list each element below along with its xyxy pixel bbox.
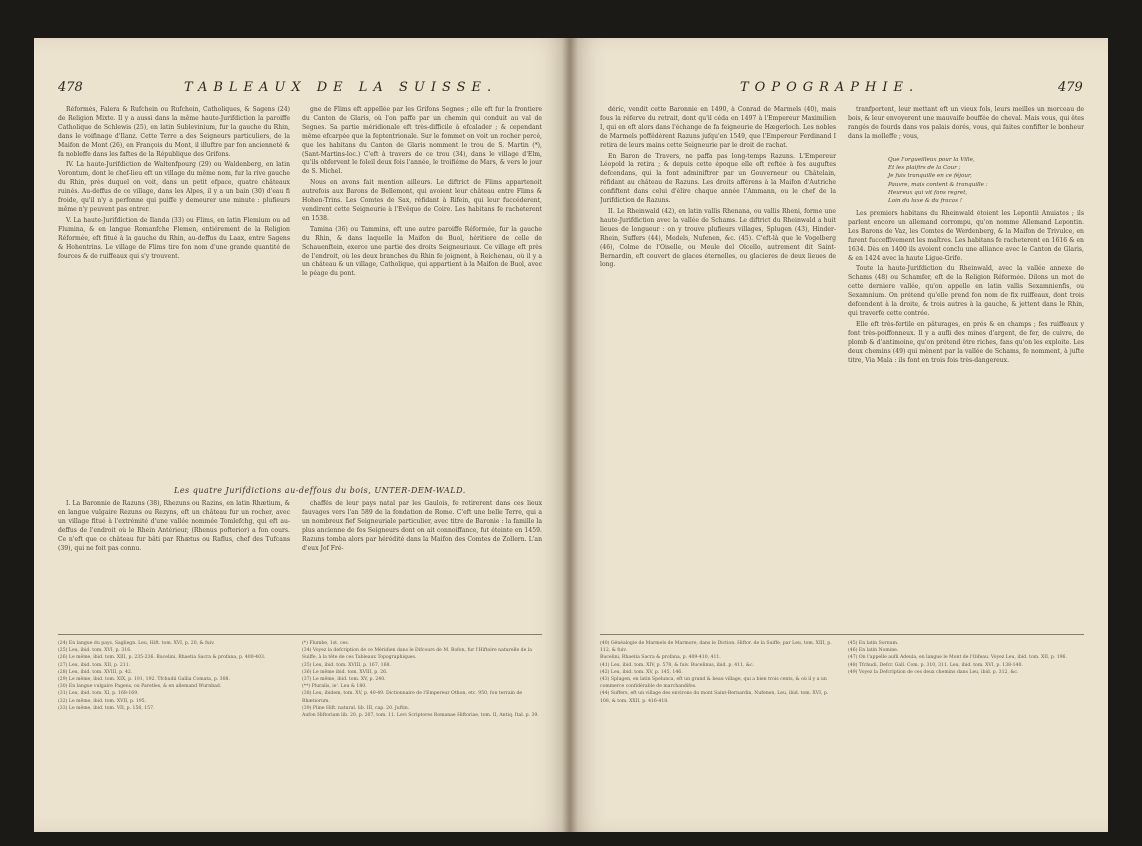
footnote: (28) Leu, ibid. tom. XVIII, p. 42.: [58, 669, 133, 675]
paragraph: gne de Flims eft appellée par les Grifons Segnes ; elle eft fur la frontiere du Canton de Glaris, où l'on paffe par un chemin qui conduit au val de Segnes. Sa partie méridionale eft très-difficile à efcalader ; & cependant même efcarpée que la feptentrionale. Sur le fommet on voit un rocher percé, que les habitans du Canton de Glaris nomment le trou de S. Martin (*), (Sant-Martins-loc.) C'eft à travers de ce trou (34), dans le village d'Elm, qu'ils obfervent le foleil deux fois l'année, le troifiéme de Mars, & vers le jour de S. Michel.: [302, 106, 542, 176]
left-column-3: [58, 500, 290, 624]
footnote: (43) Splugen, en latin Spelunca, eft un grand & beau village, qui a bien trois cents, & où il y a un commerce confidérable de marchandifes.: [600, 677, 827, 690]
left-folio: 478: [58, 80, 83, 95]
right-column-2-top: [848, 106, 1084, 150]
verse-line: Que l'orgueilleux pour la Ville,: [888, 157, 975, 163]
footnote: (45) En latin Sornum.: [848, 641, 899, 646]
right-column-2: [848, 210, 1084, 626]
paragraph: Nous en avons fait mention ailleurs. Le diftrict de Flims appartenoit autrefois aux Barons de Bellemont, qui avoient leur château entre Flims & Hohen-Trins. Les Comtes de Sax, réfidant à Rifein, qui leur fuccéderent, vendirent cette Seigneurie à l'Evêque de Coire. Les habitans fe racheterent en 1538.: [302, 179, 542, 222]
left-page: [34, 38, 570, 832]
left-running-title: TABLEAUX DE LA SUISSE.: [184, 80, 498, 95]
paragraph: IV. La haute-Jurifdiction de Waltenfpourg (29) ou Waldenberg, en latin Vorontum, dont le chef-lieu eft un village du même nom, fur la rive gauche du Rhin, près duquel on voit, dans un petit efpace, quatre châteaux ruinés. Au-deffus de ce village, dans les Alpes, il y a un bain (30) d'eau fi froide, qu'il n'y a perfonne qui puiffe y demeurer une minute : plufieurs même n'y peuvent pas entrer.: [58, 161, 290, 213]
footnote-rule: [58, 634, 542, 635]
verse-line: Pauvre, mais content & tranquille :: [888, 181, 988, 188]
right-footnotes-2: [848, 640, 1084, 820]
right-running-title: TOPOGRAPHIE.: [740, 80, 920, 95]
footnote: (44) Suffers, eft un village des environs du mont Saint-Bernardin, Nufenen, Leu, ibid. tom. XVI, p. 108, & tom. XXII, p. 416-418.: [600, 691, 829, 704]
footnote: (34) Voyez la defcription de ce Méridien dans le Difcours de M. Bofon, fur l'Hiftoire naturelle de la Suiffe, à la tête de ces Tableaux Topographiques.: [302, 648, 532, 661]
footnote: (35) Leu, ibid. tom. XVIII, p. 167, 168.: [302, 662, 391, 668]
footnote: (*) Flumbe, 1st. ces.: [302, 641, 350, 646]
verse-line: Je fuis tranquille en ce féjour,: [888, 173, 972, 180]
footnote: (32) Le même, ibid. tom. XVII, p. 195.: [58, 698, 147, 704]
right-folio: 479: [1058, 80, 1083, 95]
paragraph: déric, vendit cette Baronnie en 1490, à Conrad de Marmels (40), mais fous la réferve du retrait, dont qu'il céda en 1497 à l'Empereur Maximilien I, qui en eft alors dans l'échange de fa feigneurie de Hægerloch. Les nobles de Marmels poffédèrent Razuns jufqu'en 1549, que l'Empereur Ferdinand I retira de leurs mains cette Seigneurie par le droit de rachat.: [600, 106, 836, 149]
footnote: (46) En latin Nomine.: [848, 648, 899, 654]
verse-line: Et les plaifirs de la Cour ;: [888, 165, 961, 172]
verse-line: Heureux qui vit fans regret,: [888, 189, 968, 196]
paragraph: II. Le Rheinwald (42), en latin vallis Rhenana, ou vallis Rheni, forme une haute-Jurifdiction avec la vallée de Schams. Le diftrict du Rheinwald a huit lieues de longueur : on y trouve plufieurs villages, Splugen (43), Hinder-Rhein, Suffers (44), Medels, Nufenen, &c. (45). C'eft-là que le Vogelberg (46), Colme de l'Oiselle, ou Meule del Oïcello, autrement dit Saint-Bernardin, eft couvert de glaces éternelles, ou glacieres de deux lieues de long.: [600, 207, 836, 269]
footnote: (27) Leu, ibid. tom. XII, p. 211.: [58, 662, 131, 668]
left-column-1: [58, 106, 290, 534]
footnote: (48) Tfchudi, Defcr. Gall. Com. p. 310, 311. Leu, ibid. tom. XVI, p. 138-140.: [848, 662, 1023, 668]
paragraph: Les premiers habitans du Rheinwald étoient les Lepontii Anuiates ; ils parlent encore un allemand corrompu, qu'on nomme Allemand Lepontin. Les Barons de Vaz, les Comtes de Werdenberg, & la Maifon de Trivulce, en furent fucceffivement les maîtres. Les habitans fe racheterent en 1616 & en 1634. Dès en 1400 ils avoient conclu une alliance avec le Canton de Glaris, & en 1424 avec la haute Ligue-Grife.: [848, 210, 1084, 262]
footnote: Bucelini, Rhaetia Sacra & profana, p. 409-410, 411.: [600, 655, 721, 661]
footnote: (24) En langue du pays, Sagliegn. Leu, Hift. tom. XVI, p. 20, & fuiv.: [58, 641, 215, 646]
left-footnotes-1: [58, 640, 290, 820]
footnote: (41) Leu, ibid. tom. XIV, p. 578, & fuiv. Bucelinus, ibid. p. 411, &c.: [600, 662, 755, 668]
footnote-rule: [600, 634, 1084, 635]
paragraph: Tamina (36) ou Tammins, eft une autre paroiffe Réformée, fur la gauche du Rhin, & dans laquelle la Maifon de Buol, héritiere de celle de Schauenftein, exerce une partie des droits Seigneuriaux. Ce village eft près de l'endroit, où les deux branches du Rhin fe joignent, à Reichenau, où il y a un château & un village, Catholique, qui appartient à la Maifon de Buol, avec le péage du pont.: [302, 225, 542, 278]
footnote: (31) Leu, ibid. tom. XI, p. 168-169.: [58, 691, 139, 697]
left-footnotes-2: [302, 640, 542, 820]
footnote: (25) Leu, ibid. tom. XVI, p. 316.: [58, 648, 132, 654]
section-heading: Les quatre Jurifdictions au-deffous du bois, UNTER-DEM-WALD.: [174, 486, 466, 495]
right-footnotes-1: [600, 640, 836, 820]
footnote: (49) Voyez la Defcription de ces deux chemins dans Leu, ibid. p. 312, &c.: [848, 669, 1019, 675]
verse-line: Loin du luxe & du fracas !: [888, 198, 963, 205]
right-page: [570, 38, 1108, 832]
paragraph: tranfportent, leur mettant eft un vieux fols, leurs meilles un morceau de bois, & leur envoyerent une mauvaife bouffée de cheval. Mais vous, qui êtes rangés de fourds dans vos palais dorés, vous, qui faites confifter le bonheur dans la molleffe ; vous,: [848, 106, 1084, 140]
paragraph: En Baron de Travers, ne paffa pas long-temps Razuns. L'Empereur Léopold la retira ; & depuis cette époque elle eft reftée à fes auguftes defcendans, qui la font adminiftrer par un Gouverneur ou Châtelain, réfidant au château de Razuns. Les droits afférens à la Maifon d'Autriche confiftent dans celui d'élire chaque année l'Ammann, ou le chef de la Jurifdiction de Razuns.: [600, 152, 836, 205]
footnote: (38) Leu, ibidem, tom. XV, p. 40-49. Dictionnaire de l'Empereur Othon, etc. 950, fon terrain de Rhætiorum.: [302, 691, 523, 704]
paragraph: chaffés de leur pays natal par les Gaulois, fe retirerent dans ces lieux fauvages vers l'an 589 de la fondation de Rome. C'eft une belle Terre, qui a un nombreux fief Seigneuriale particulier, avec titre de Baronie : la famille la plus ancienne de fes Seigneurs dont on ait connoiffance, fut éteinte en 1459. Razuns tomba alors par hérédité dans la Maifon des Comtes de Zollern. L'an d'eux Jof Fré-: [302, 500, 542, 552]
footnote: (47) On l'appelle aufli Adeula, en langue le Mont de l'Oifeau. Voyez Leu, ibid. tom. XII, p. 196.: [848, 655, 1067, 661]
paragraph: I. La Baronnie de Razuns (38), Rhezuns ou Razins, en latin Rhætium, & en langue vulgaire Rezuns ou Rezyns, eft un château fur un rocher, avec un village fitué à l'extrémité d'une vallée nommée Tomlefchg, qui eft au-deffus de l'endroit où le Rhein Antérieur, (Rhenus pofterior) a fon cours. Ce n'eft que ce château fur bâti par Rhætus ou Raflus, chef des Tufcans (39), qui ne foit pas connu.: [58, 500, 290, 552]
footnote: (36) Le même ibid. tom. XVIII, p. 26.: [302, 669, 388, 675]
left-column-2: [302, 106, 542, 534]
footnote: (26) Le même, ibid. tom. XIII, p. 235-236. Bucelini, Rhaetia Sacra & profana, p. 400-403.: [58, 655, 266, 661]
footnote: (29) Le même, ibid. tom. XIX, p. 191, 192. Tfchudii Gallia Comata, p. 308.: [58, 677, 230, 683]
footnote: Aufon Hiftoriam lib. 20, p. 207, tom. 11. Levi Scriptores Romanae Hiftoriae, tom. II, Antiq. Ital. p. 39.: [302, 713, 539, 719]
verse-quotation: [888, 156, 1068, 205]
footnote: (40) Généalogie de Marmels de Marmore, dans le Diction. Hiftor. de la Suiffe, par Leu, tom. XIII, p. 112, & fuiv.: [600, 641, 832, 654]
right-column-1: [600, 106, 836, 626]
footnote: (39) Pline Hift. natural. lib. III, cap. 20. Juftin.: [302, 705, 410, 711]
footnote: (37) Le même, ibid. tom. XV, p. 240.: [302, 677, 386, 683]
footnote: (30) En langue vulgaire Pagens, ou Paretles, & en allemand Wurnbad.: [58, 684, 222, 690]
paragraph: Toute la haute-Jurifdiction du Rheinwald, avec la vallée annexe de Schams (48) ou Schamfer, eft de la Religion Réformée. Dilons un mot de cette derniere vallée, qu'on appelle en latin vallis Sexamnienfis, ou Sexamnium. On prétend qu'elle prend fon nom de fix ruiffeaux, dont trois defcendent à la droite, & trois autres à la gauche, & jettent dans le Rhin, qui traverfe cette contrée.: [848, 265, 1084, 317]
paragraph: V. La haute-Jurifdiction de Ilanda (33) ou Flims, en latin Flemium ou ad Flumina, & en langue Romanfche Flemen, entiérement de la Religion Réformée, eft fitué à la gauche du Rhin, au-deffus du Laax, entre Sagens & Hohentrins. Le village de Flims tire fon nom d'une grande quantité de fources & de ruiffeaux qui s'y trouvent.: [58, 216, 290, 260]
paragraph: Elle eft très-fertile en pâturages, en prés & en champs ; fes ruiffeaux y font très-poiffonneux. Il y a aufli des mines d'argent, de fer, de cuivre, de plomb & d'antimoine, qu'on prétend être riches, fans qu'on les exploite. Les deux chemins (49) qui mènent par la vallée de Schams, fe nomment, à jufte titre, Via Mala : ils font en trois fois très-dangereux.: [848, 320, 1084, 364]
footnote: (42) Leu, ibid. tom. XV, p. 145, 146.: [600, 669, 683, 675]
footnote: (33) Le même, ibid. tom. VII, p. 156, 157.: [58, 705, 155, 711]
left-column-4: [302, 500, 542, 624]
footnote: (**) Pluralis, ie'. Leu & 180.: [302, 684, 367, 690]
paragraph: Réformés, Falera & Rufchein ou Rufchein, Catholiques, & Sagens (24) de Religion Mixte. Il y a aussi dans la même haute-Jurifdiction la paroiffe Catholique de Schlewis (25), en latin Sublevinium, fur la gauche du Rhin, dans le voifinage d'Ilanz. Cette Terre a des Seigneurs particuliers, de la Maifon de Mont (26), en François du Mont, il illuftre par fon ancienneté & fa nobleffe dans les faftes de la République des Grifons.: [58, 106, 290, 158]
